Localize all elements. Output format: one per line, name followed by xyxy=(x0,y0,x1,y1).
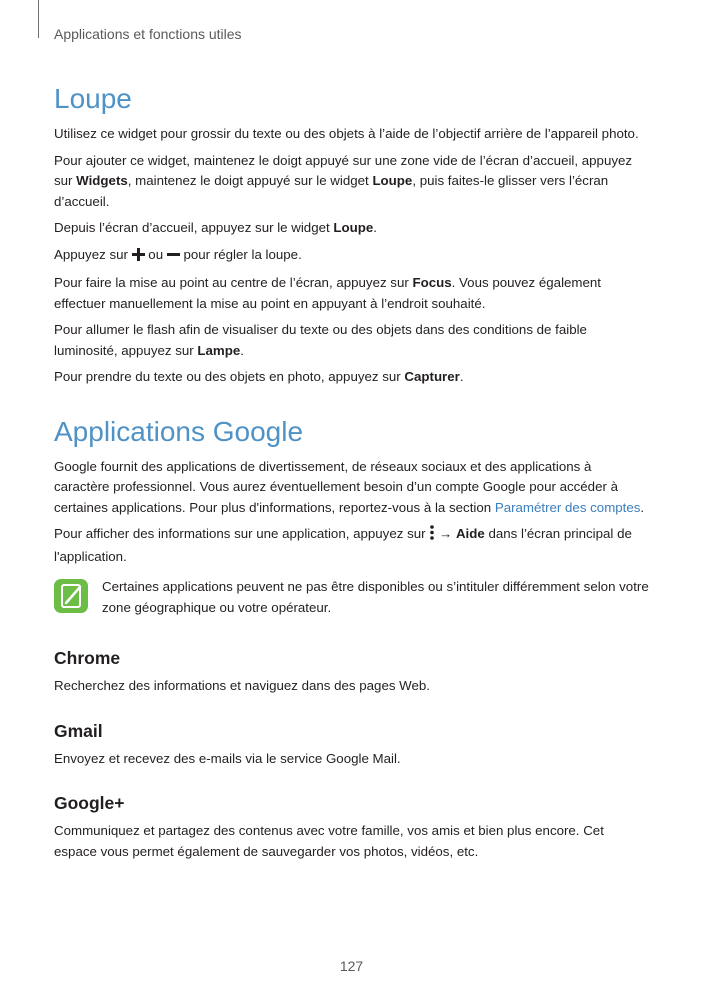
text: Pour prendre du texte ou des objets en photo, appuyez sur xyxy=(54,369,405,384)
section-title-google: Applications Google xyxy=(54,415,304,447)
page-margin-rule xyxy=(38,0,39,38)
text: , puis faites-le glisser vers l’écran d’accueil. xyxy=(54,173,609,209)
google-paragraph-2 xyxy=(54,524,650,567)
loupe-paragraph-2 xyxy=(54,151,650,213)
minus-icon xyxy=(167,247,180,268)
app-desc-chrome: Recherchez des informations et naviguez dans des pages Web. xyxy=(54,678,430,693)
ui-term-focus: Focus xyxy=(412,275,452,290)
link-parametrer-comptes[interactable]: Paramétrer des comptes xyxy=(494,499,641,515)
arrow: → xyxy=(435,526,456,541)
text: ou xyxy=(144,246,167,262)
text: Google fournit des applications de divertissement, de réseaux sociaux et des applications à caractère professionnel. Vous aurez éventuellement besoin d’un compte Google pour accéder à certaines applications. Pour plus d'informations, reportez-vous à la section xyxy=(54,458,618,515)
ui-term-loupe: Loupe xyxy=(333,220,374,235)
text: Pour allumer le flash afin de visualiser du texte ou des objets dans des conditions de faible luminosité, appuyez sur xyxy=(54,322,587,358)
text: . Vous pouvez également effectuer manuellement la mise au point en appuyant à l’endroit souhaité. xyxy=(54,275,601,311)
page-number: 127 xyxy=(339,958,364,974)
text: dans l’écran principal de l'application. xyxy=(54,526,632,564)
text: . xyxy=(373,220,377,235)
app-title-chrome: Chrome xyxy=(54,648,121,668)
text: Appuyez sur xyxy=(54,246,132,262)
app-desc-gmail: Envoyez et recevez des e-mails via le service Google Mail. xyxy=(54,750,401,766)
text: pour régler la loupe. xyxy=(179,246,302,262)
ui-term-widgets: Widgets xyxy=(76,173,128,188)
section-title-loupe: Loupe xyxy=(54,83,132,114)
text: Pour afficher des informations sur une application, appuyez sur xyxy=(54,526,430,541)
loupe-paragraph-7 xyxy=(54,367,650,388)
loupe-paragraph-6 xyxy=(54,320,650,361)
note-icon xyxy=(54,579,88,613)
ui-term-lampe: Lampe xyxy=(197,342,241,358)
loupe-paragraph-1: Utilisez ce widget pour grossir du texte ou des objets à l’aide de l’objectif arrière de l’appareil photo. xyxy=(54,126,639,141)
ui-term-aide: Aide xyxy=(455,526,485,541)
running-header: Applications et fonctions utiles xyxy=(54,26,242,42)
loupe-paragraph-4 xyxy=(54,245,650,268)
ui-term-capturer: Capturer xyxy=(404,369,460,384)
ui-term-loupe: Loupe xyxy=(372,173,413,188)
page-content xyxy=(54,80,650,868)
app-desc-googleplus: Communiquez et partagez des contenus avec votre famille, vos amis et bien plus encore. Cet espace vous permet également de sauvegarder vos photos, vidéos, etc. xyxy=(54,823,604,859)
note-text: Certaines applications peuvent ne pas être disponibles ou s’intituler différemment selon votre zone géographique ou votre opérateur. xyxy=(102,579,649,615)
text: . xyxy=(640,499,645,515)
note-box xyxy=(54,577,650,621)
app-title-googleplus: Google+ xyxy=(54,793,125,813)
text: . xyxy=(459,369,464,384)
text: . xyxy=(240,342,244,358)
text: , maintenez le doigt appuyé sur le widget xyxy=(127,173,373,188)
loupe-paragraph-5 xyxy=(54,273,650,314)
text: Pour faire la mise au point au centre de l’écran, appuyez sur xyxy=(54,275,413,290)
plus-icon xyxy=(132,247,145,268)
loupe-paragraph-3 xyxy=(54,218,650,239)
app-title-gmail: Gmail xyxy=(54,720,103,741)
text: Pour ajouter ce widget, maintenez le doigt appuyé sur une zone vide de l’écran d’accueil, appuyez sur xyxy=(54,152,633,188)
google-paragraph-1 xyxy=(54,457,650,519)
text: Depuis l’écran d’accueil, appuyez sur le widget xyxy=(54,220,334,235)
